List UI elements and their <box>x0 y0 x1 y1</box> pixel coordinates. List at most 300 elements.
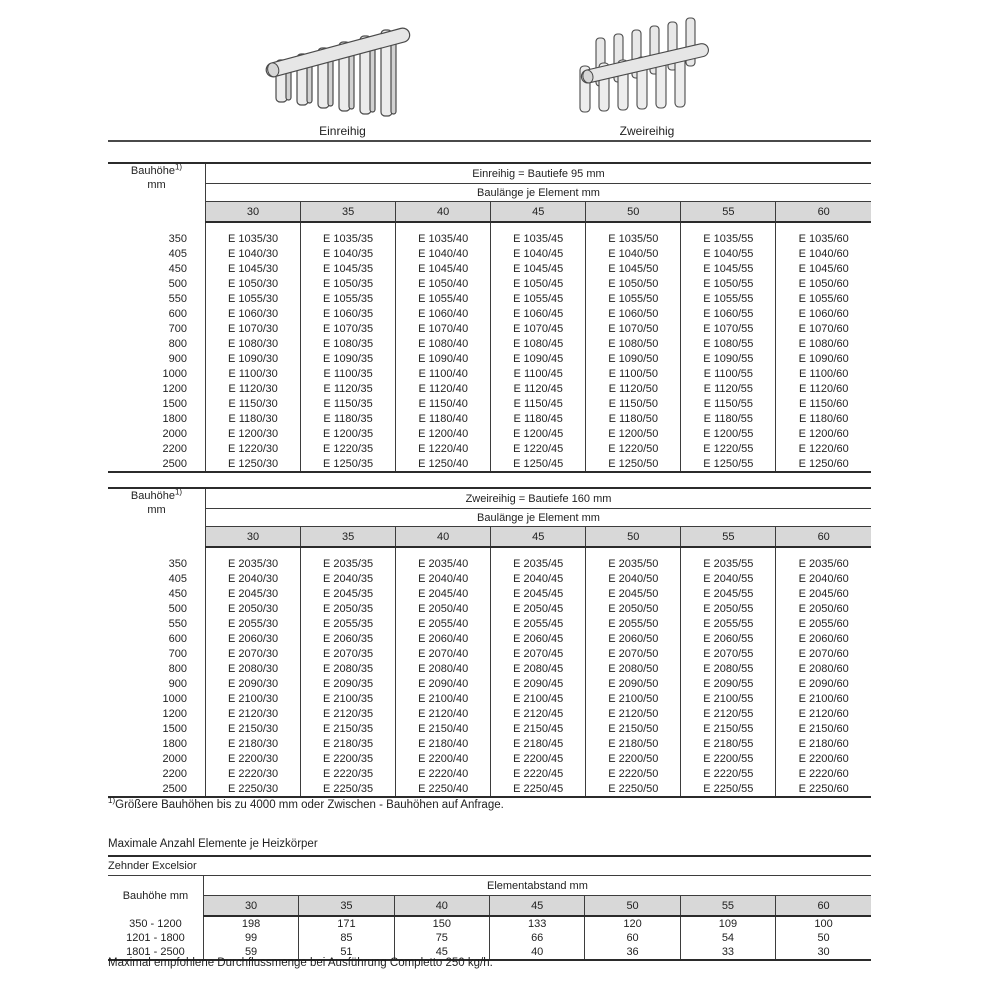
column-header-cell: 40 <box>396 202 491 223</box>
column-header-cell: 55 <box>681 202 776 223</box>
data-cell: E 1045/55 <box>681 261 776 276</box>
row-header-cell: 1800 <box>162 412 187 425</box>
spacer-cell <box>681 222 776 231</box>
data-cell: E 1060/50 <box>586 306 681 321</box>
column-header-cell: 60 <box>776 202 871 223</box>
column-header-cell: 60 <box>776 896 871 917</box>
data-cell: E 2090/45 <box>491 676 586 691</box>
data-cell: E 2250/45 <box>491 781 586 797</box>
data-cell: E 2050/45 <box>491 601 586 616</box>
data-cell: E 1070/50 <box>586 321 681 336</box>
spacer-row <box>108 222 871 231</box>
data-cell: E 1100/55 <box>681 366 776 381</box>
data-cell: E 1200/60 <box>776 426 871 441</box>
data-cell: E 2220/45 <box>491 766 586 781</box>
data-cell: E 1120/40 <box>396 381 491 396</box>
data-cell: E 1120/35 <box>301 381 396 396</box>
row-header-cell: 350 <box>168 557 187 570</box>
data-cell: E 2060/45 <box>491 631 586 646</box>
row-header-cell: 600 <box>168 632 187 645</box>
data-cell: E 2180/45 <box>491 736 586 751</box>
data-cell: E 2150/45 <box>491 721 586 736</box>
table-row <box>108 721 871 736</box>
data-cell: E 2060/60 <box>776 631 871 646</box>
data-cell: E 1070/55 <box>681 321 776 336</box>
data-cell: E 2250/35 <box>301 781 396 797</box>
data-cell: E 1035/50 <box>586 231 681 246</box>
data-cell: E 2035/50 <box>586 556 681 571</box>
data-cell: E 1040/35 <box>301 246 396 261</box>
data-cell: E 1090/35 <box>301 351 396 366</box>
data-cell: E 2200/40 <box>396 751 491 766</box>
row-header-cell: 2200 <box>162 442 187 455</box>
data-cell: E 2050/60 <box>776 601 871 616</box>
data-cell: E 1070/35 <box>301 321 396 336</box>
data-cell: E 1070/60 <box>776 321 871 336</box>
spacer-cell <box>301 222 396 231</box>
data-cell: 171 <box>299 916 394 931</box>
row-header-cell: 900 <box>168 677 187 690</box>
data-cell: E 2180/60 <box>776 736 871 751</box>
data-cell: E 1250/45 <box>491 456 586 472</box>
data-cell: E 1080/45 <box>491 336 586 351</box>
column-header-cell: 35 <box>299 896 394 917</box>
table-row <box>108 231 871 246</box>
data-cell: E 2090/55 <box>681 676 776 691</box>
section-heading: Maximale Anzahl Elemente je Heizkörper <box>108 838 318 850</box>
data-cell: 30 <box>776 945 871 960</box>
data-cell: E 1050/60 <box>776 276 871 291</box>
data-cell: E 2220/55 <box>681 766 776 781</box>
data-cell: E 2055/40 <box>396 616 491 631</box>
data-cell: E 1220/60 <box>776 441 871 456</box>
data-cell: E 2080/50 <box>586 661 681 676</box>
data-cell: E 1090/60 <box>776 351 871 366</box>
data-cell: E 1120/45 <box>491 381 586 396</box>
data-cell: 75 <box>394 931 489 945</box>
column-header-row <box>108 896 871 917</box>
table-row <box>108 766 871 781</box>
data-cell: E 1090/50 <box>586 351 681 366</box>
table-row <box>108 276 871 291</box>
data-cell: E 1150/60 <box>776 396 871 411</box>
data-cell: E 2040/40 <box>396 571 491 586</box>
row-header-cell: 700 <box>168 647 187 660</box>
data-cell: E 1100/50 <box>586 366 681 381</box>
data-cell: E 2045/55 <box>681 586 776 601</box>
data-cell: E 2060/35 <box>301 631 396 646</box>
data-cell: E 1180/60 <box>776 411 871 426</box>
data-cell: E 1060/55 <box>681 306 776 321</box>
row-header-cell: 1200 <box>162 382 187 395</box>
column-header-cell: 30 <box>206 527 301 548</box>
spacer-cell <box>776 547 871 556</box>
row-header-cell: 2500 <box>162 782 187 795</box>
data-cell: E 1180/55 <box>681 411 776 426</box>
corner-header-cell: Bauhöhe$^{1)}$ mm <box>108 488 206 547</box>
brand-row <box>108 856 871 876</box>
data-cell: E 2080/45 <box>491 661 586 676</box>
column-header-cell: 50 <box>586 527 681 548</box>
data-cell: E 2045/45 <box>491 586 586 601</box>
data-cell: E 1055/35 <box>301 291 396 306</box>
data-cell: E 2150/40 <box>396 721 491 736</box>
data-cell: E 2055/30 <box>206 616 301 631</box>
data-cell: E 1090/40 <box>396 351 491 366</box>
table-title-row <box>108 876 871 896</box>
table-row <box>108 571 871 586</box>
table-title-cell: Zweireihig = Bautiefe 160 mm <box>206 488 872 509</box>
data-cell: E 2080/55 <box>681 661 776 676</box>
spacer-cell <box>108 222 206 231</box>
column-header-cell: 55 <box>681 527 776 548</box>
data-cell: 198 <box>203 916 298 931</box>
data-cell: E 2050/35 <box>301 601 396 616</box>
spacer-cell <box>776 222 871 231</box>
data-cell: E 1045/50 <box>586 261 681 276</box>
column-header-cell: 35 <box>301 527 396 548</box>
column-header-cell: 55 <box>680 896 775 917</box>
data-cell: E 2250/55 <box>681 781 776 797</box>
data-cell: E 1250/60 <box>776 456 871 472</box>
table-row <box>108 676 871 691</box>
data-cell: 51 <box>299 945 394 960</box>
data-cell: E 2040/50 <box>586 571 681 586</box>
data-cell: E 2200/35 <box>301 751 396 766</box>
data-cell: E 1045/35 <box>301 261 396 276</box>
row-header-cell: 550 <box>168 292 187 305</box>
data-cell: E 1200/35 <box>301 426 396 441</box>
data-cell: E 1080/50 <box>586 336 681 351</box>
data-cell: E 1220/55 <box>681 441 776 456</box>
row-header-cell: 450 <box>168 587 187 600</box>
max-elements-table <box>108 855 871 961</box>
spacer-cell <box>206 547 301 556</box>
data-cell: E 1035/40 <box>396 231 491 246</box>
table-title-row <box>108 163 871 184</box>
data-cell: E 2090/30 <box>206 676 301 691</box>
data-cell: E 1220/35 <box>301 441 396 456</box>
zweireihig-table-body <box>108 547 871 797</box>
table-title-cell: Einreihig = Bautiefe 95 mm <box>206 163 872 184</box>
einreihig-figure <box>250 8 435 138</box>
data-cell: E 2070/30 <box>206 646 301 661</box>
data-cell: 40 <box>490 945 585 960</box>
data-cell: E 1090/30 <box>206 351 301 366</box>
flow-rate-note: Maximal empfohlene Durchflussmenge bei Ausführung Completto 250 kg/h. <box>108 957 493 969</box>
data-cell: E 1120/60 <box>776 381 871 396</box>
data-cell: 133 <box>490 916 585 931</box>
data-cell: E 2180/55 <box>681 736 776 751</box>
data-cell: E 2120/50 <box>586 706 681 721</box>
data-cell: E 2035/45 <box>491 556 586 571</box>
data-cell: 109 <box>680 916 775 931</box>
table-row <box>108 456 871 472</box>
data-cell: E 1150/35 <box>301 396 396 411</box>
data-cell: E 1070/30 <box>206 321 301 336</box>
column-header-cell: 45 <box>491 527 586 548</box>
zweireihig-radiator-illustration <box>572 8 722 118</box>
row-header-cell: 550 <box>168 617 187 630</box>
data-cell: E 2200/55 <box>681 751 776 766</box>
data-cell: E 1050/35 <box>301 276 396 291</box>
table-row <box>108 396 871 411</box>
data-cell: E 1100/35 <box>301 366 396 381</box>
horizontal-rule <box>108 140 871 142</box>
zweireihig-label: Zweireihig <box>619 124 675 138</box>
table-row <box>108 646 871 661</box>
data-cell: E 2070/40 <box>396 646 491 661</box>
data-cell: E 2035/35 <box>301 556 396 571</box>
data-cell: E 1055/45 <box>491 291 586 306</box>
data-cell: 150 <box>394 916 489 931</box>
data-cell: E 2180/50 <box>586 736 681 751</box>
row-header-cell: 800 <box>168 662 187 675</box>
data-cell: E 1100/45 <box>491 366 586 381</box>
data-cell: E 1035/60 <box>776 231 871 246</box>
data-cell: E 2120/45 <box>491 706 586 721</box>
data-cell: E 2050/40 <box>396 601 491 616</box>
data-cell: E 2200/60 <box>776 751 871 766</box>
table-row <box>108 556 871 571</box>
data-cell: E 1055/40 <box>396 291 491 306</box>
data-cell: E 2050/50 <box>586 601 681 616</box>
spacer-cell <box>491 222 586 231</box>
data-cell: E 2120/30 <box>206 706 301 721</box>
data-cell: E 1180/50 <box>586 411 681 426</box>
data-cell: E 2150/60 <box>776 721 871 736</box>
data-cell: 36 <box>585 945 680 960</box>
data-cell: E 1150/50 <box>586 396 681 411</box>
column-header-cell: 30 <box>203 896 298 917</box>
data-cell: E 2080/35 <box>301 661 396 676</box>
data-cell: 45 <box>394 945 489 960</box>
row-header-cell: 2500 <box>162 457 187 470</box>
data-cell: E 1050/40 <box>396 276 491 291</box>
data-cell: E 2250/40 <box>396 781 491 797</box>
data-cell: E 2100/60 <box>776 691 871 706</box>
table-row <box>108 441 871 456</box>
data-cell: E 2055/55 <box>681 616 776 631</box>
data-cell: E 1090/45 <box>491 351 586 366</box>
data-cell: E 2060/55 <box>681 631 776 646</box>
data-cell: E 2220/60 <box>776 766 871 781</box>
data-cell: E 2120/40 <box>396 706 491 721</box>
data-cell: E 1040/40 <box>396 246 491 261</box>
column-header-cell: 50 <box>586 202 681 223</box>
row-header-cell: 1200 <box>162 707 187 720</box>
data-cell: E 1060/40 <box>396 306 491 321</box>
data-cell: E 2045/35 <box>301 586 396 601</box>
zweireihig-figure <box>572 8 722 138</box>
data-cell: E 2100/50 <box>586 691 681 706</box>
data-cell: E 1080/60 <box>776 336 871 351</box>
data-cell: E 2120/55 <box>681 706 776 721</box>
column-header-row <box>108 527 871 548</box>
table-row <box>108 261 871 276</box>
data-cell: E 2090/60 <box>776 676 871 691</box>
data-cell: E 2045/50 <box>586 586 681 601</box>
row-header-cell: 800 <box>168 337 187 350</box>
data-cell: E 1150/40 <box>396 396 491 411</box>
data-cell: E 1080/40 <box>396 336 491 351</box>
data-cell: E 2045/60 <box>776 586 871 601</box>
table-row <box>108 351 871 366</box>
data-cell: E 2060/30 <box>206 631 301 646</box>
row-header-cell: 1000 <box>162 692 187 705</box>
data-cell: E 1045/60 <box>776 261 871 276</box>
data-cell: E 2100/40 <box>396 691 491 706</box>
data-cell: 59 <box>203 945 298 960</box>
data-cell: E 1100/60 <box>776 366 871 381</box>
data-cell: E 2070/35 <box>301 646 396 661</box>
data-cell: 54 <box>680 931 775 945</box>
data-cell: E 1100/30 <box>206 366 301 381</box>
data-cell: E 1090/55 <box>681 351 776 366</box>
row-header-cell: 405 <box>168 572 187 585</box>
table-title-row <box>108 488 871 509</box>
table-subtitle-cell: Baulänge je Element mm <box>206 509 872 527</box>
data-cell: E 2040/45 <box>491 571 586 586</box>
data-cell: E 1220/30 <box>206 441 301 456</box>
corner-header-cell: Bauhöhe$^{1)}$ mm <box>108 163 206 222</box>
data-cell: E 2120/35 <box>301 706 396 721</box>
table-row <box>108 426 871 441</box>
data-cell: E 1220/45 <box>491 441 586 456</box>
data-cell: E 1040/45 <box>491 246 586 261</box>
data-cell: E 2055/35 <box>301 616 396 631</box>
spacer-cell <box>108 547 206 556</box>
table-row <box>108 736 871 751</box>
data-cell: E 1150/55 <box>681 396 776 411</box>
row-header-cell: 2000 <box>162 752 187 765</box>
spacer-cell <box>206 222 301 231</box>
data-cell: E 2220/35 <box>301 766 396 781</box>
table-subtitle-row <box>108 184 871 202</box>
data-cell: E 1120/50 <box>586 381 681 396</box>
data-cell: E 1070/45 <box>491 321 586 336</box>
data-cell: E 1200/50 <box>586 426 681 441</box>
column-header-cell: 40 <box>394 896 489 917</box>
column-header-row <box>108 202 871 223</box>
data-cell: E 2040/30 <box>206 571 301 586</box>
table-row <box>108 631 871 646</box>
data-cell: E 1050/55 <box>681 276 776 291</box>
data-cell: E 2150/35 <box>301 721 396 736</box>
data-cell: E 2220/40 <box>396 766 491 781</box>
data-cell: 66 <box>490 931 585 945</box>
table-row <box>108 306 871 321</box>
data-cell: E 1080/35 <box>301 336 396 351</box>
einreihig-label: Einreihig <box>319 124 366 138</box>
data-cell: E 2180/40 <box>396 736 491 751</box>
data-cell: 60 <box>585 931 680 945</box>
data-cell: 50 <box>776 931 871 945</box>
table-row <box>108 291 871 306</box>
row-header-cell: 600 <box>168 307 187 320</box>
row-header-cell: 900 <box>168 352 187 365</box>
data-cell: 85 <box>299 931 394 945</box>
data-cell: E 2150/55 <box>681 721 776 736</box>
data-cell: E 2120/60 <box>776 706 871 721</box>
data-cell: E 1220/40 <box>396 441 491 456</box>
data-cell: E 1040/55 <box>681 246 776 261</box>
column-header-cell: 40 <box>396 527 491 548</box>
data-cell: E 1150/45 <box>491 396 586 411</box>
data-cell: E 1050/30 <box>206 276 301 291</box>
spacer-cell <box>301 547 396 556</box>
data-cell: E 2150/50 <box>586 721 681 736</box>
data-cell: E 1060/45 <box>491 306 586 321</box>
data-cell: E 2090/50 <box>586 676 681 691</box>
data-cell: E 1060/35 <box>301 306 396 321</box>
data-cell: E 1060/30 <box>206 306 301 321</box>
einreihig-radiator-illustration <box>250 8 435 118</box>
data-cell: E 2070/45 <box>491 646 586 661</box>
data-cell: E 1180/45 <box>491 411 586 426</box>
data-cell: E 1080/55 <box>681 336 776 351</box>
column-header-cell: 60 <box>776 527 871 548</box>
data-cell: E 2080/30 <box>206 661 301 676</box>
data-cell: E 1045/40 <box>396 261 491 276</box>
table-row <box>108 601 871 616</box>
footnote: $^{1)}$Größere Bauhöhen bis zu 4000 mm oder Zwischen - Bauhöhen auf Anfrage. <box>108 796 504 811</box>
data-cell: E 1040/50 <box>586 246 681 261</box>
data-cell: E 2070/55 <box>681 646 776 661</box>
row-header-cell: 1201 - 1800 <box>126 932 185 944</box>
data-cell: E 2180/35 <box>301 736 396 751</box>
data-cell: E 2080/40 <box>396 661 491 676</box>
data-cell: E 1035/45 <box>491 231 586 246</box>
data-cell: E 2150/30 <box>206 721 301 736</box>
data-cell: E 1045/45 <box>491 261 586 276</box>
data-cell: E 2055/45 <box>491 616 586 631</box>
data-cell: E 2060/40 <box>396 631 491 646</box>
column-header-cell: 50 <box>585 896 680 917</box>
data-cell: E 2200/45 <box>491 751 586 766</box>
data-cell: E 2050/55 <box>681 601 776 616</box>
data-cell: E 2045/30 <box>206 586 301 601</box>
data-cell: E 1050/45 <box>491 276 586 291</box>
data-cell: E 1080/30 <box>206 336 301 351</box>
data-cell: E 1070/40 <box>396 321 491 336</box>
row-header-cell: 700 <box>168 322 187 335</box>
data-cell: E 2100/55 <box>681 691 776 706</box>
row-header-cell: 1000 <box>162 367 187 380</box>
table-subtitle-row <box>108 509 871 527</box>
data-cell: 33 <box>680 945 775 960</box>
spacer-row <box>108 547 871 556</box>
row-header-cell: 2200 <box>162 767 187 780</box>
data-cell: E 2200/50 <box>586 751 681 766</box>
table-row <box>108 411 871 426</box>
data-cell: E 1055/50 <box>586 291 681 306</box>
table-row <box>108 321 871 336</box>
data-cell: E 2060/50 <box>586 631 681 646</box>
data-cell: E 2050/30 <box>206 601 301 616</box>
data-cell: E 1250/55 <box>681 456 776 472</box>
data-cell: E 2090/35 <box>301 676 396 691</box>
data-cell: E 2250/60 <box>776 781 871 797</box>
data-cell: E 2040/35 <box>301 571 396 586</box>
row-header-cell: 2000 <box>162 427 187 440</box>
data-cell: E 2055/60 <box>776 616 871 631</box>
spacer-cell <box>586 547 681 556</box>
table-row <box>108 586 871 601</box>
data-cell: E 2055/50 <box>586 616 681 631</box>
row-header-cell: 350 - 1200 <box>129 917 182 930</box>
data-cell: E 2070/50 <box>586 646 681 661</box>
